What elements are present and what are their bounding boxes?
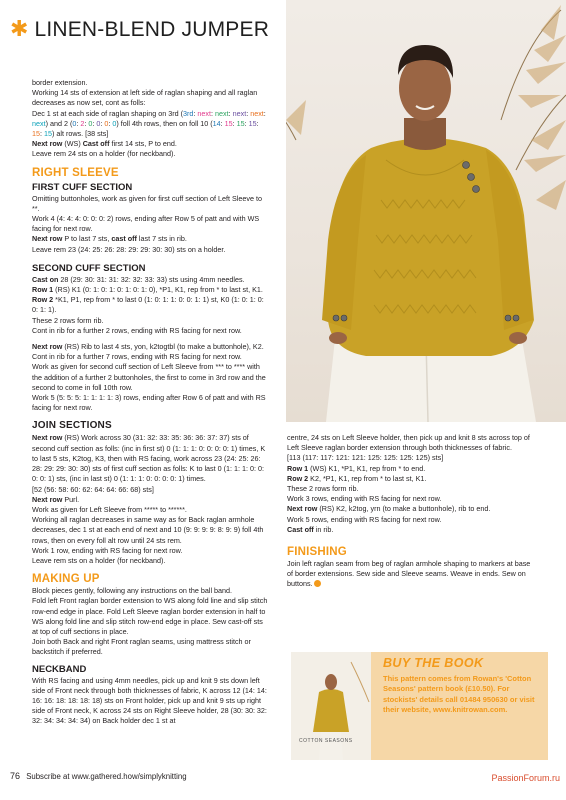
model-illustration [286, 0, 566, 422]
section-heading: RIGHT SLEEVE [32, 166, 119, 179]
text-para: Join left raglan seam from beg of raglan armhole shaping to markers at base of border extensions. Sew side and Sleeve seams. Weave in ends. Sew on buttons. [287, 559, 531, 589]
text-para: Next row P to last 7 sts, cast off last 7 sts in rib. [32, 234, 187, 244]
text-para: Leave rem 24 sts on a holder (for neckband). [32, 149, 176, 159]
buy-book-text: This pattern comes from Rowan's 'Cotton Seasons' pattern book (£10.50). For stockists' details call 01484 950630 or visit their website, www.knitrowan.com. [383, 674, 535, 714]
text-para: Block pieces gently, following any instructions on the ball band. [32, 586, 233, 596]
text-para: Work 1 row, ending with RS facing for next row. [32, 545, 183, 555]
text-para: Cont in rib for a further 7 rows, ending with RS facing for next row. [32, 352, 242, 362]
text-para: Work as given for Left Sleeve from ***** to ******. [32, 504, 187, 514]
section-heading: FINISHING [287, 546, 347, 559]
section-heading: MAKING UP [32, 573, 100, 586]
text-para: Next row (WS) Cast off first 14 sts, P to end. [32, 139, 177, 149]
text-para: Work 5 rows, ending with RS facing for next row. [287, 514, 442, 524]
text-para: [52 (56: 58: 60: 62: 64: 64: 66: 68) sts] [32, 484, 154, 494]
text-para: [113 (117: 117: 121: 121: 125: 125: 125: 125) sts] [287, 453, 444, 463]
text-para: Next row (RS) Rib to last 4 sts, yon, k2togtbl (to make a buttonhole), K2. [32, 342, 264, 352]
text-para: With RS facing and using 4mm needles, pick up and knit 9 sts down left side of Front neck through both thicknesses of fabric, K across 12 (14: 14: 16: 16: 18: 18: 18: 18) sts on Front holder, pick up and knit 9 sts up right side of Front neck, K across 24 sts on Right Sleeve holder, 28 (30: 30: 32: 32: 34: 34: 34: 34) on Back holder dec 1 st at [32, 675, 267, 726]
page-header [10, 16, 269, 44]
buy-book-box [291, 652, 548, 760]
right-column [287, 433, 535, 590]
page-footer [10, 771, 187, 781]
text-para: Next row (RS) Work across 30 (31: 32: 33: 35: 36: 36: 37: 37) sts of second cuff section as folls: (inc in first st) 0 (1: 1: 1: 0: 0: 0: 0: 1) times, K to last 5 sts, K2tog, K3, then with RS facing, work across 23 (24: 25: 26: 28: 29: 29: 30: 30) sts of first cuff section as folls: K to last 0 (1: 1: 1: 0: 0: 0: 0: 1) sts, (inc in last st) 0 (1: 1: 1: 0: 0: 0: 0: 1) times. [32, 433, 266, 484]
text-para: Row 2 K2, *P1, K1, rep from * to last st, K1. [287, 473, 427, 483]
text-para: centre, 24 sts on Left Sleeve holder, then pick up and knit 8 sts across top of Left Sleeve raglan border extension through both thicknesses of fabric. [287, 433, 530, 453]
text-para: Working 14 sts of extension at left side of raglan shaping and all raglan decreases as now set, cont as folls: [32, 88, 258, 108]
text-para: Leave rem 23 (24: 25: 26: 28: 29: 29: 30: 30) sts on a holder. [32, 244, 226, 254]
page-number: 76 [10, 771, 21, 781]
text-para: Leave rem sts on a holder (for neckband). [32, 555, 166, 565]
page-title: LINEN-BLEND JUMPER [34, 18, 270, 41]
watermark: PassionForum.ru [491, 773, 560, 783]
subsection-heading: SECOND CUFF SECTION [32, 262, 146, 274]
text-para: Row 1 (WS) K1, *P1, K1, rep from * to end. [287, 463, 426, 473]
text-para: Cast off in rib. [287, 524, 334, 534]
text-para: Row 1 (RS) K1 (0: 1: 0: 1: 0: 1: 0: 1: 0), *P1, K1, rep from * to last st, K1. [32, 285, 263, 295]
text-para: Work 4 (4: 4: 4: 0: 0: 0: 2) rows, ending after Row 5 of patt and with WS facing for next row. [32, 214, 260, 234]
text-para: Dec 1 st at each side of raglan shaping on 3rd (3rd: next: next: next: next: next) and 2 (0: 2: 0: 0: 0: 0) foll 4th rows, then on foll 10 (14: 15: 15: 15: 15: 15) alt rows. [38 sts] [32, 108, 266, 139]
asterisk-icon: ✱ [10, 17, 29, 42]
text-para: Row 2 *K1, P1, rep from * to last 0 (1: 0: 1: 1: 0: 0: 1: 1) st, K0 (1: 0: 1: 0: 0: 1: 1). [32, 295, 264, 315]
left-column [32, 78, 270, 727]
text-para: Omitting buttonholes, work as given for first cuff section of Left Sleeve to **. [32, 193, 262, 213]
text-para: Cont in rib for a further 2 rows, ending with RS facing for next row. [32, 325, 242, 335]
book-cover-image [291, 652, 371, 760]
book-cover-title: COTTON SEASONS [299, 738, 353, 744]
text-para: Fold left Front raglan border extension to WS along fold line and slip stitch row-end edge in place. Fold Left Sleeve raglan border extension in half to WS along fold line and slip stitch row-end edge in place. Sew cast-off sts at top of cuff sections in place. [32, 596, 268, 636]
text-para: Join both Back and right Front raglan seams, using mattress stitch or backstitch if preferred. [32, 637, 251, 657]
text-para: border extension. [32, 78, 88, 87]
text-para: Work 5 (5: 5: 5: 1: 1: 1: 1: 3) rows, ending after Row 6 of patt and with RS facing for next row. [32, 393, 266, 413]
model-photo [286, 0, 566, 422]
end-mark-icon [314, 580, 321, 587]
subsection-heading: JOIN SECTIONS [32, 420, 112, 432]
subsection-heading: NECKBAND [32, 663, 87, 675]
text-para: These 2 rows form rib. [287, 484, 359, 494]
buy-book-heading: BUY THE BOOK [383, 656, 484, 670]
text-para: Working all raglan decreases in same way as for Back raglan armhole decreases, dec 1 st at each end of next and 10 (9: 9: 9: 9: 8: 9: 9) foll 4th rows, then on every foll alt row until 24 sts rem. [32, 515, 264, 545]
subsection-heading: FIRST CUFF SECTION [32, 181, 133, 193]
text-para: Work 3 rows, ending with RS facing for next row. [287, 494, 442, 504]
text-para: Work as given for second cuff section of Left Sleeve from *** to **** with the addition of a further 2 buttonholes, the first to come in 3rd row and the second to come in foll 10th row. [32, 362, 266, 392]
text-para: Cast on 28 (29: 30: 31: 31: 32: 32: 33: 33) sts using 4mm needles. [32, 274, 245, 284]
text-para: Next row Purl. [32, 494, 80, 504]
text-para: Next row (RS) K2, k2tog, yrn (to make a buttonhole), rib to end. [287, 504, 491, 514]
text-para: These 2 rows form rib. [32, 315, 104, 325]
subscribe-link[interactable]: Subscribe at www.gathered.how/simplyknitting [26, 772, 187, 781]
